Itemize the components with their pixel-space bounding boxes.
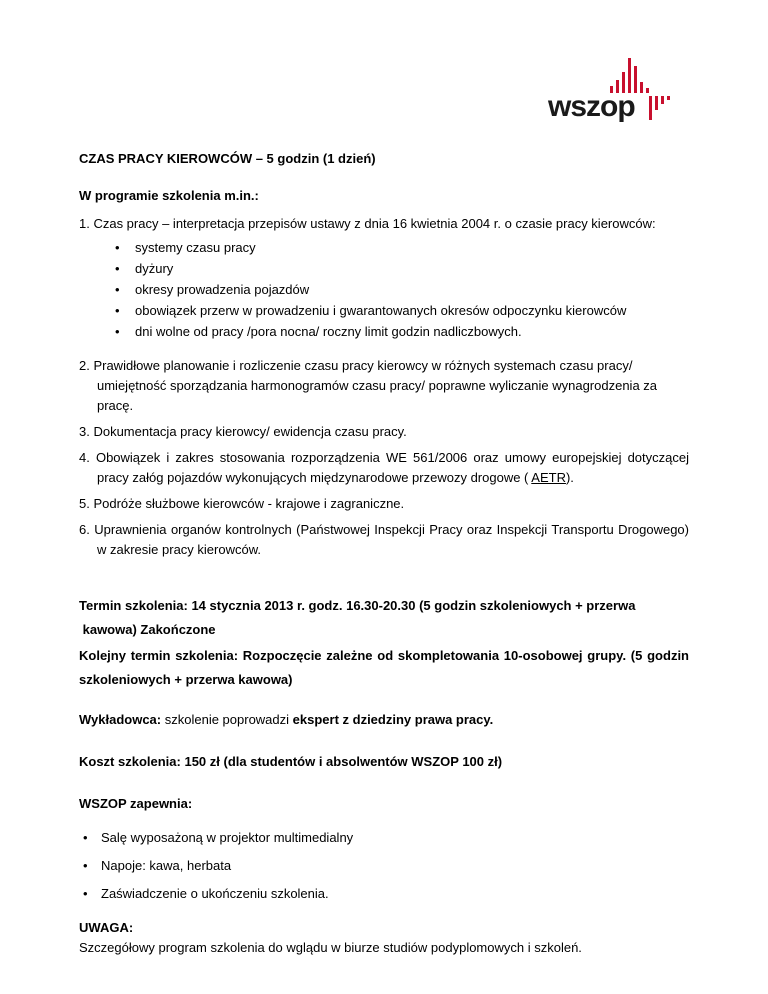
bullet-icon: • <box>83 858 88 873</box>
program-bullet-list <box>79 237 689 342</box>
bullet-icon: • <box>115 282 120 297</box>
logo-wordmark: wszop <box>548 90 635 123</box>
termin-line-1: Termin szkolenia: 14 stycznia 2013 r. godz. 16.30-20.30 (5 godzin szkoleniowych + przerwa <box>79 598 636 613</box>
program-item-4: 4. Obowiązek i zakres stosowania rozporządzenia WE 561/2006 oraz umowy europejskiej dotyczącej pracy załóg pojazdów wykonujących międzynarodowe przewozy drogowe ( AETR). <box>79 450 689 485</box>
program-heading: W programie szkolenia m.in.: <box>79 188 259 203</box>
document-body <box>79 150 689 958</box>
bullet-icon: • <box>115 261 120 276</box>
bullet-icon: • <box>115 324 120 339</box>
list-item: • Salę wyposażoną w projektor multimedialny <box>79 828 689 848</box>
cost-line: Koszt szkolenia: 150 zł (dla studentów i absolwentów WSZOP 100 zł) <box>79 754 503 769</box>
program-item-2: 2. Prawidłowe planowanie i rozliczenie czasu pracy kierowcy w różnych systemach czasu pracy/ umiejętność sporządzania harmonogramów czasu pracy/ poprawne wyliczanie wynagrodzenia za pracę. <box>79 358 658 413</box>
list-item: • systemy czasu pracy <box>79 237 689 258</box>
program-item-5: 5. Podróże służbowe kierowców - krajowe i zagraniczne. <box>79 496 405 511</box>
bullet-icon: • <box>83 886 88 901</box>
list-item: • dyżury <box>79 258 689 279</box>
provides-list <box>79 828 689 904</box>
lecturer-label: Wykładowca: <box>79 712 162 727</box>
list-item: • okresy prowadzenia pojazdów <box>79 279 689 300</box>
bullet-icon: • <box>115 303 120 318</box>
provides-heading: WSZOP zapewnia: <box>79 796 193 811</box>
program-item-3: 3. Dokumentacja pracy kierowcy/ ewidencja czasu pracy. <box>79 424 407 439</box>
wszop-logo <box>548 58 688 128</box>
note-text: Szczegółowy program szkolenia do wglądu w biurze studiów podyplomowych i szkoleń. <box>79 940 582 955</box>
list-item: • Napoje: kawa, herbata <box>79 856 689 876</box>
program-item-6: 6. Uprawnienia organów kontrolnych (Państwowej Inspekcji Pracy oraz Inspekcji Transportu Drogowego) w zakresie pracy kierowców. <box>79 522 689 557</box>
lecturer-line: Wykładowca: szkolenie poprowadzi ekspert z dziedziny prawa pracy. <box>79 712 494 727</box>
aetr-link[interactable]: AETR <box>531 470 566 485</box>
note-heading: UWAGA: <box>79 920 134 935</box>
list-item: • Zaświadczenie o ukończeniu szkolenia. <box>79 884 689 904</box>
document-title: CZAS PRACY KIEROWCÓW – 5 godzin (1 dzień) <box>79 151 376 166</box>
program-item-1: 1. Czas pracy – interpretacja przepisów ustawy z dnia 16 kwietnia 2004 r. o czasie pracy kierowców: <box>79 216 656 231</box>
bullet-icon: • <box>83 830 88 845</box>
bullet-icon: • <box>115 240 120 255</box>
list-item: • obowiązek przerw w prowadzeniu i gwarantowanych okresów odpoczynku kierowców <box>79 300 689 321</box>
next-termin: Kolejny termin szkolenia: Rozpoczęcie zależne od skompletowania 10-osobowej grupy. (5 godzin szkoleniowych + przerwa kawowa) <box>79 648 689 687</box>
list-item: • dni wolne od pracy /pora nocna/ roczny limit godzin nadliczbowych. <box>79 321 689 342</box>
termin-line-2: kawowa) Zakończone <box>79 622 216 637</box>
